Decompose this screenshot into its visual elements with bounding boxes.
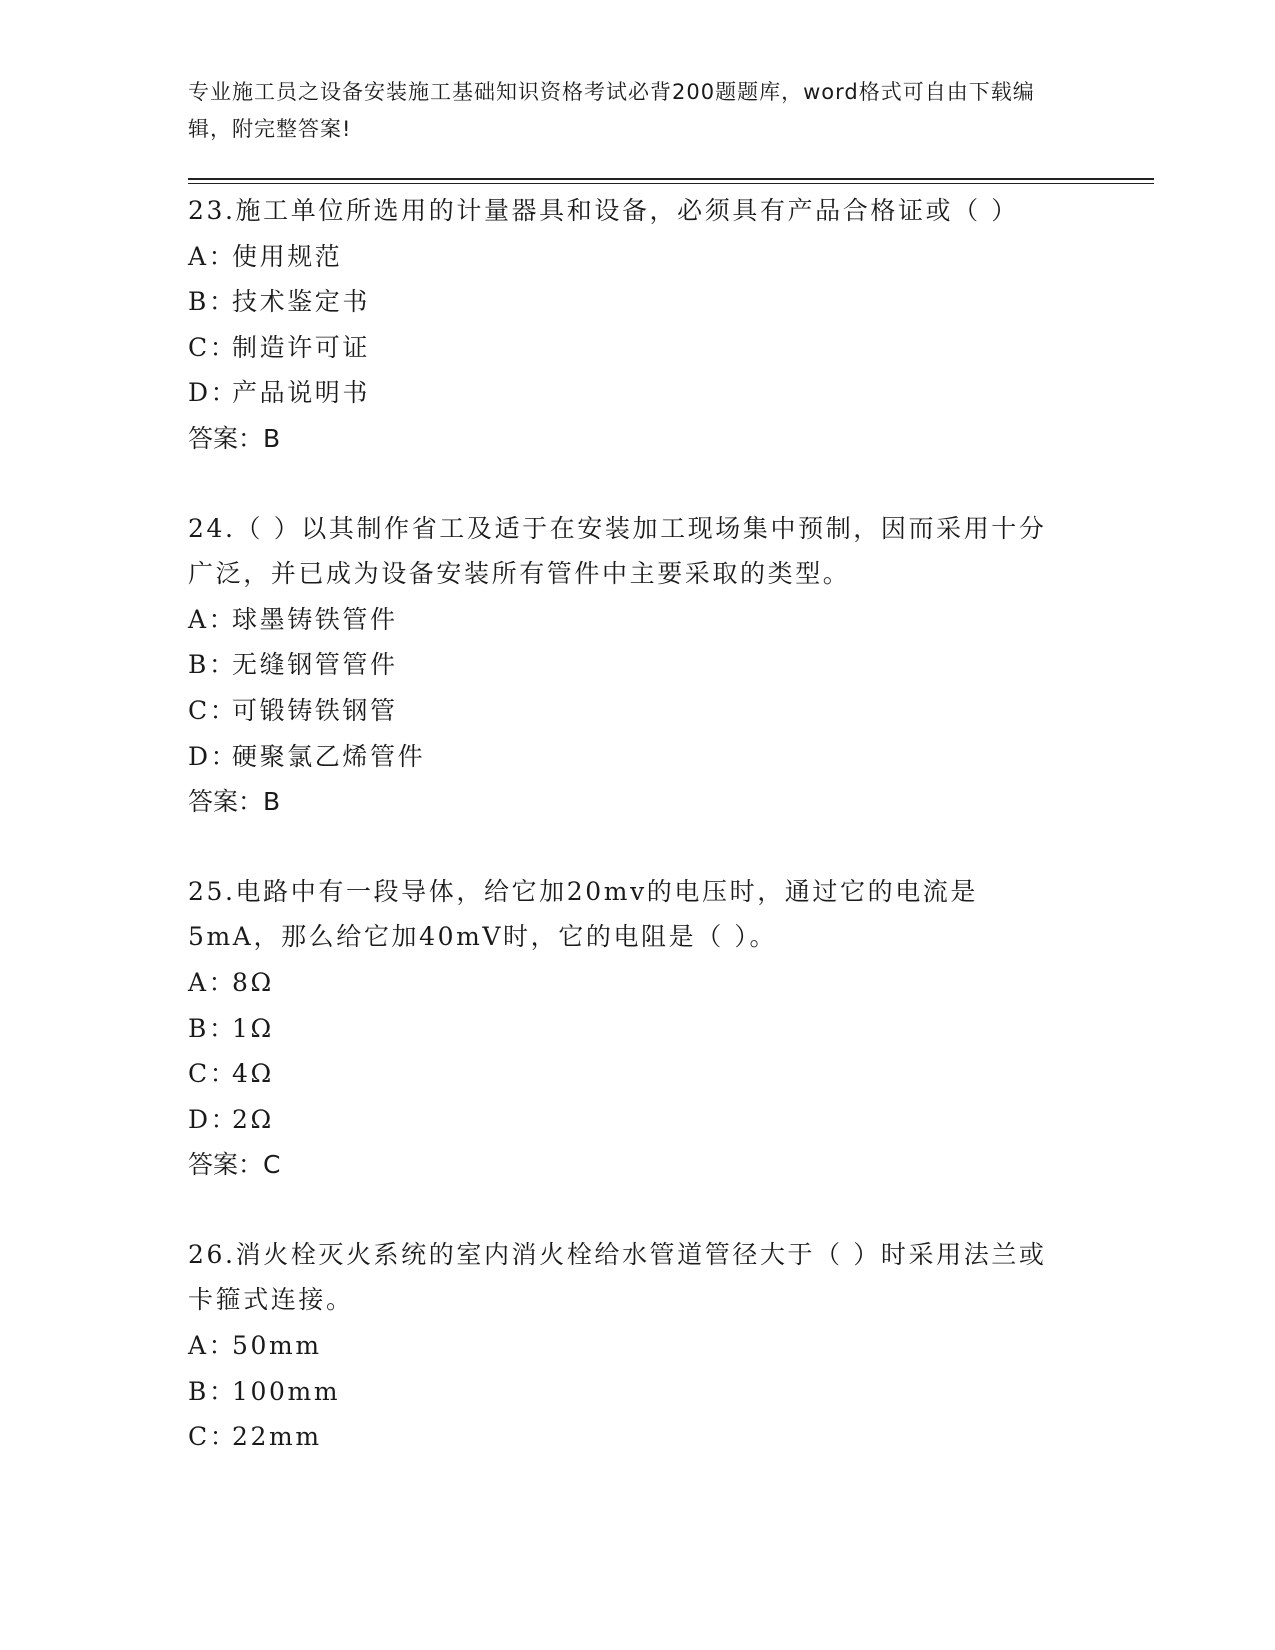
option-a — [188, 960, 1068, 1006]
option-text: 球墨铸铁管件 — [232, 604, 398, 634]
option-text: 制造许可证 — [232, 332, 371, 362]
question-list — [188, 188, 1068, 1504]
option-a — [188, 597, 1068, 643]
option-key: C： — [188, 1059, 238, 1089]
option-key: C： — [188, 695, 238, 725]
option-c — [188, 1414, 1068, 1460]
question-23 — [188, 188, 1068, 462]
option-key: D： — [188, 1104, 239, 1134]
option-key: A： — [188, 967, 237, 997]
option-b — [188, 642, 1068, 688]
document-header: 专业施工员之设备安装施工基础知识资格考试必背200题题库，word格式可自由下载编辑，附完整答案! — [188, 80, 1035, 141]
answer-label: 答案：C — [188, 1150, 281, 1180]
header-divider-thick — [188, 178, 1154, 180]
answer-label: 答案：B — [188, 787, 281, 817]
option-a — [188, 234, 1068, 280]
option-text: 产品说明书 — [232, 378, 371, 408]
option-text: 使用规范 — [232, 241, 343, 271]
question-26 — [188, 1232, 1068, 1460]
option-d — [188, 734, 1068, 780]
option-key: B： — [188, 287, 237, 317]
option-key: A： — [188, 604, 237, 634]
option-text: 8Ω — [232, 967, 274, 997]
question-25 — [188, 869, 1068, 1188]
question-stem: 23.施工单位所选用的计量器具和设备，必须具有产品合格证或（ ） — [188, 196, 1019, 225]
option-text: 2Ω — [232, 1104, 274, 1134]
answer-label: 答案：B — [188, 423, 281, 453]
option-key: A： — [188, 241, 237, 271]
header-divider-thin — [188, 183, 1154, 184]
question-stem: 26.消火栓灭火系统的室内消火栓给水管道管径大于（ ）时采用法兰或卡箍式连接。 — [188, 1239, 1047, 1315]
option-text: 100mm — [232, 1376, 341, 1406]
option-text: 4Ω — [232, 1059, 274, 1089]
option-key: A： — [188, 1331, 237, 1361]
question-24 — [188, 506, 1068, 825]
option-text: 1Ω — [232, 1013, 274, 1043]
question-stem: 25.电路中有一段导体，给它加20mv的电压时，通过它的电流是5mA，那么给它加40mV时，它的电阻是（ ）。 — [188, 876, 979, 952]
option-c — [188, 1051, 1068, 1097]
option-b — [188, 279, 1068, 325]
option-text: 无缝钢管管件 — [232, 650, 398, 680]
option-key: D： — [188, 741, 239, 771]
option-c — [188, 325, 1068, 371]
option-key: B： — [188, 1376, 237, 1406]
option-a — [188, 1323, 1068, 1369]
option-b — [188, 1369, 1068, 1415]
option-key: C： — [188, 332, 238, 362]
option-text: 可锻铸铁钢管 — [232, 695, 398, 725]
option-text: 硬聚氯乙烯管件 — [232, 741, 426, 771]
option-d — [188, 370, 1068, 416]
option-d — [188, 1097, 1068, 1143]
option-c — [188, 688, 1068, 734]
option-text: 50mm — [232, 1331, 322, 1361]
option-text: 22mm — [232, 1422, 322, 1452]
option-key: B： — [188, 650, 237, 680]
question-stem: 24.（ ）以其制作省工及适于在安装加工现场集中预制，因而采用十分广泛，并已成为设备安装所有管件中主要采取的类型。 — [188, 513, 1047, 589]
option-key: B： — [188, 1013, 237, 1043]
option-key: D： — [188, 378, 239, 408]
option-text: 技术鉴定书 — [232, 287, 371, 317]
option-b — [188, 1006, 1068, 1052]
option-key: C： — [188, 1422, 238, 1452]
